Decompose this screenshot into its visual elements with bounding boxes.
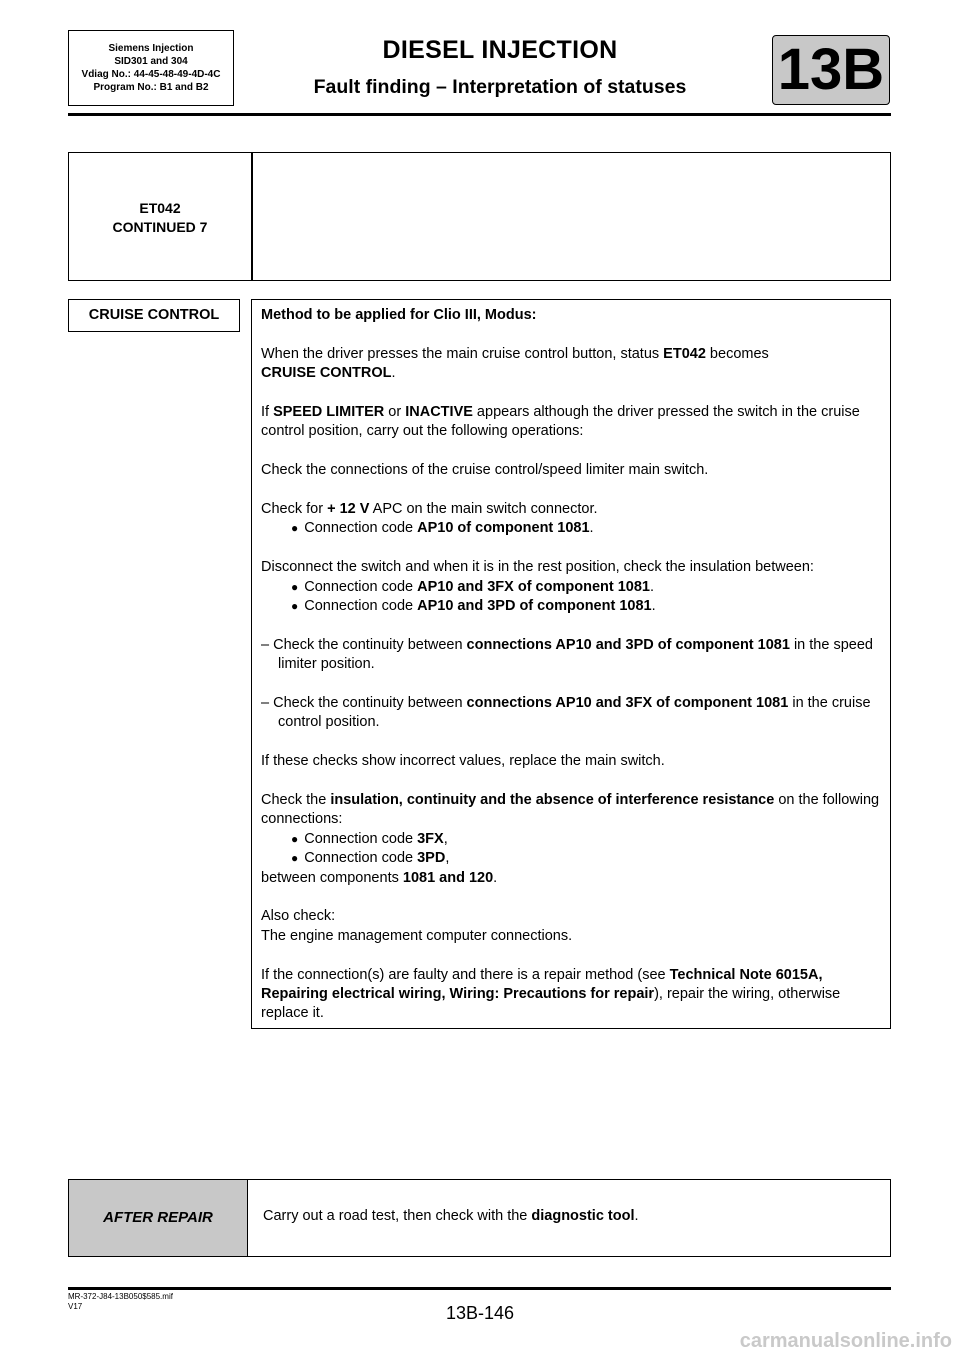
procedure-paragraph: If the connection(s) are faulty and there is a repair method (see Technical Note 6015A, Repairing electrical wiring, Wiring: Precautions for repair), repair the wiring, otherwise replace it.: [261, 966, 841, 1022]
bullet-item: ● Connection code 3PD,: [261, 849, 881, 868]
dash-item: – Check the continuity between connections AP10 and 3PD of component 1081 in the speed limiter position.: [261, 636, 873, 673]
procedure-paragraph: Also check:: [261, 908, 336, 925]
procedure-paragraph: If SPEED LIMITER or INACTIVE appears although the driver pressed the switch in the cruise control position, carry out the following operations:: [261, 404, 860, 440]
footer-version: V17: [68, 1302, 83, 1311]
after-repair-text: Carry out a road test, then check with the diagnostic tool.: [263, 1208, 639, 1224]
cruise-control-label: CRUISE CONTROL: [68, 299, 240, 332]
status-continued: CONTINUED 7: [112, 219, 208, 235]
bullet-item: ● Connection code AP10 of component 1081.: [261, 519, 881, 538]
footer-file-ref: MR-372-J84-13B050$585.mif: [68, 1292, 173, 1301]
after-repair-label: AFTER REPAIR: [69, 1180, 248, 1256]
section-code-badge: 13B: [772, 35, 890, 105]
procedure-paragraph: between components 1081 and 120.: [261, 869, 498, 886]
bullet-item: ● Connection code 3FX,: [261, 830, 881, 849]
info-line-program: Program No.: B1 and B2: [93, 82, 209, 93]
watermark: carmanualsonline.info: [739, 1330, 952, 1352]
procedure-paragraph: When the driver presses the main cruise control button, status ET042 becomes CRUISE CONTROL.: [261, 345, 769, 382]
after-repair-box: [68, 1179, 891, 1257]
info-line-sid: SID301 and 304: [114, 56, 188, 67]
status-label: [69, 199, 251, 237]
document-info-box: [68, 30, 234, 106]
info-line-vdiag: Vdiag No.: 44-45-48-49-4D-4C: [81, 69, 221, 80]
status-code: ET042: [139, 200, 181, 216]
page-title: DIESEL INJECTION: [382, 36, 618, 64]
page-number: 13B-146: [445, 1303, 515, 1323]
status-continued-box: [68, 152, 891, 281]
procedure-paragraph: If these checks show incorrect values, replace the main switch.: [261, 753, 665, 770]
procedure-paragraph: Check the insulation, continuity and the absence of interference resistance on the following connections:: [261, 792, 880, 828]
header-divider: [68, 113, 891, 116]
page-subtitle: Fault finding – Interpretation of statuses: [313, 76, 687, 98]
procedure-paragraph: The engine management computer connections.: [261, 927, 573, 944]
method-heading: Method to be applied for Clio III, Modus:: [261, 307, 537, 323]
info-line-injection: Siemens Injection: [108, 43, 194, 54]
procedure-paragraph: Disconnect the switch and when it is in the rest position, check the insulation between:: [261, 559, 814, 576]
dash-item: – Check the continuity between connections AP10 and 3FX of component 1081 in the cruise control position.: [261, 695, 871, 731]
procedure-paragraph: Check the connections of the cruise control/speed limiter main switch.: [261, 462, 709, 479]
bullet-item: ● Connection code AP10 and 3FX of component 1081.: [261, 578, 881, 597]
footer-divider: [68, 1287, 891, 1290]
cruise-control-procedure: [251, 299, 891, 1029]
bullet-item: ● Connection code AP10 and 3PD of component 1081.: [261, 597, 881, 616]
footer-reference: [68, 1292, 173, 1312]
procedure-paragraph: Check for + 12 V APC on the main switch connector.: [261, 501, 598, 517]
status-box-divider: [251, 153, 253, 280]
